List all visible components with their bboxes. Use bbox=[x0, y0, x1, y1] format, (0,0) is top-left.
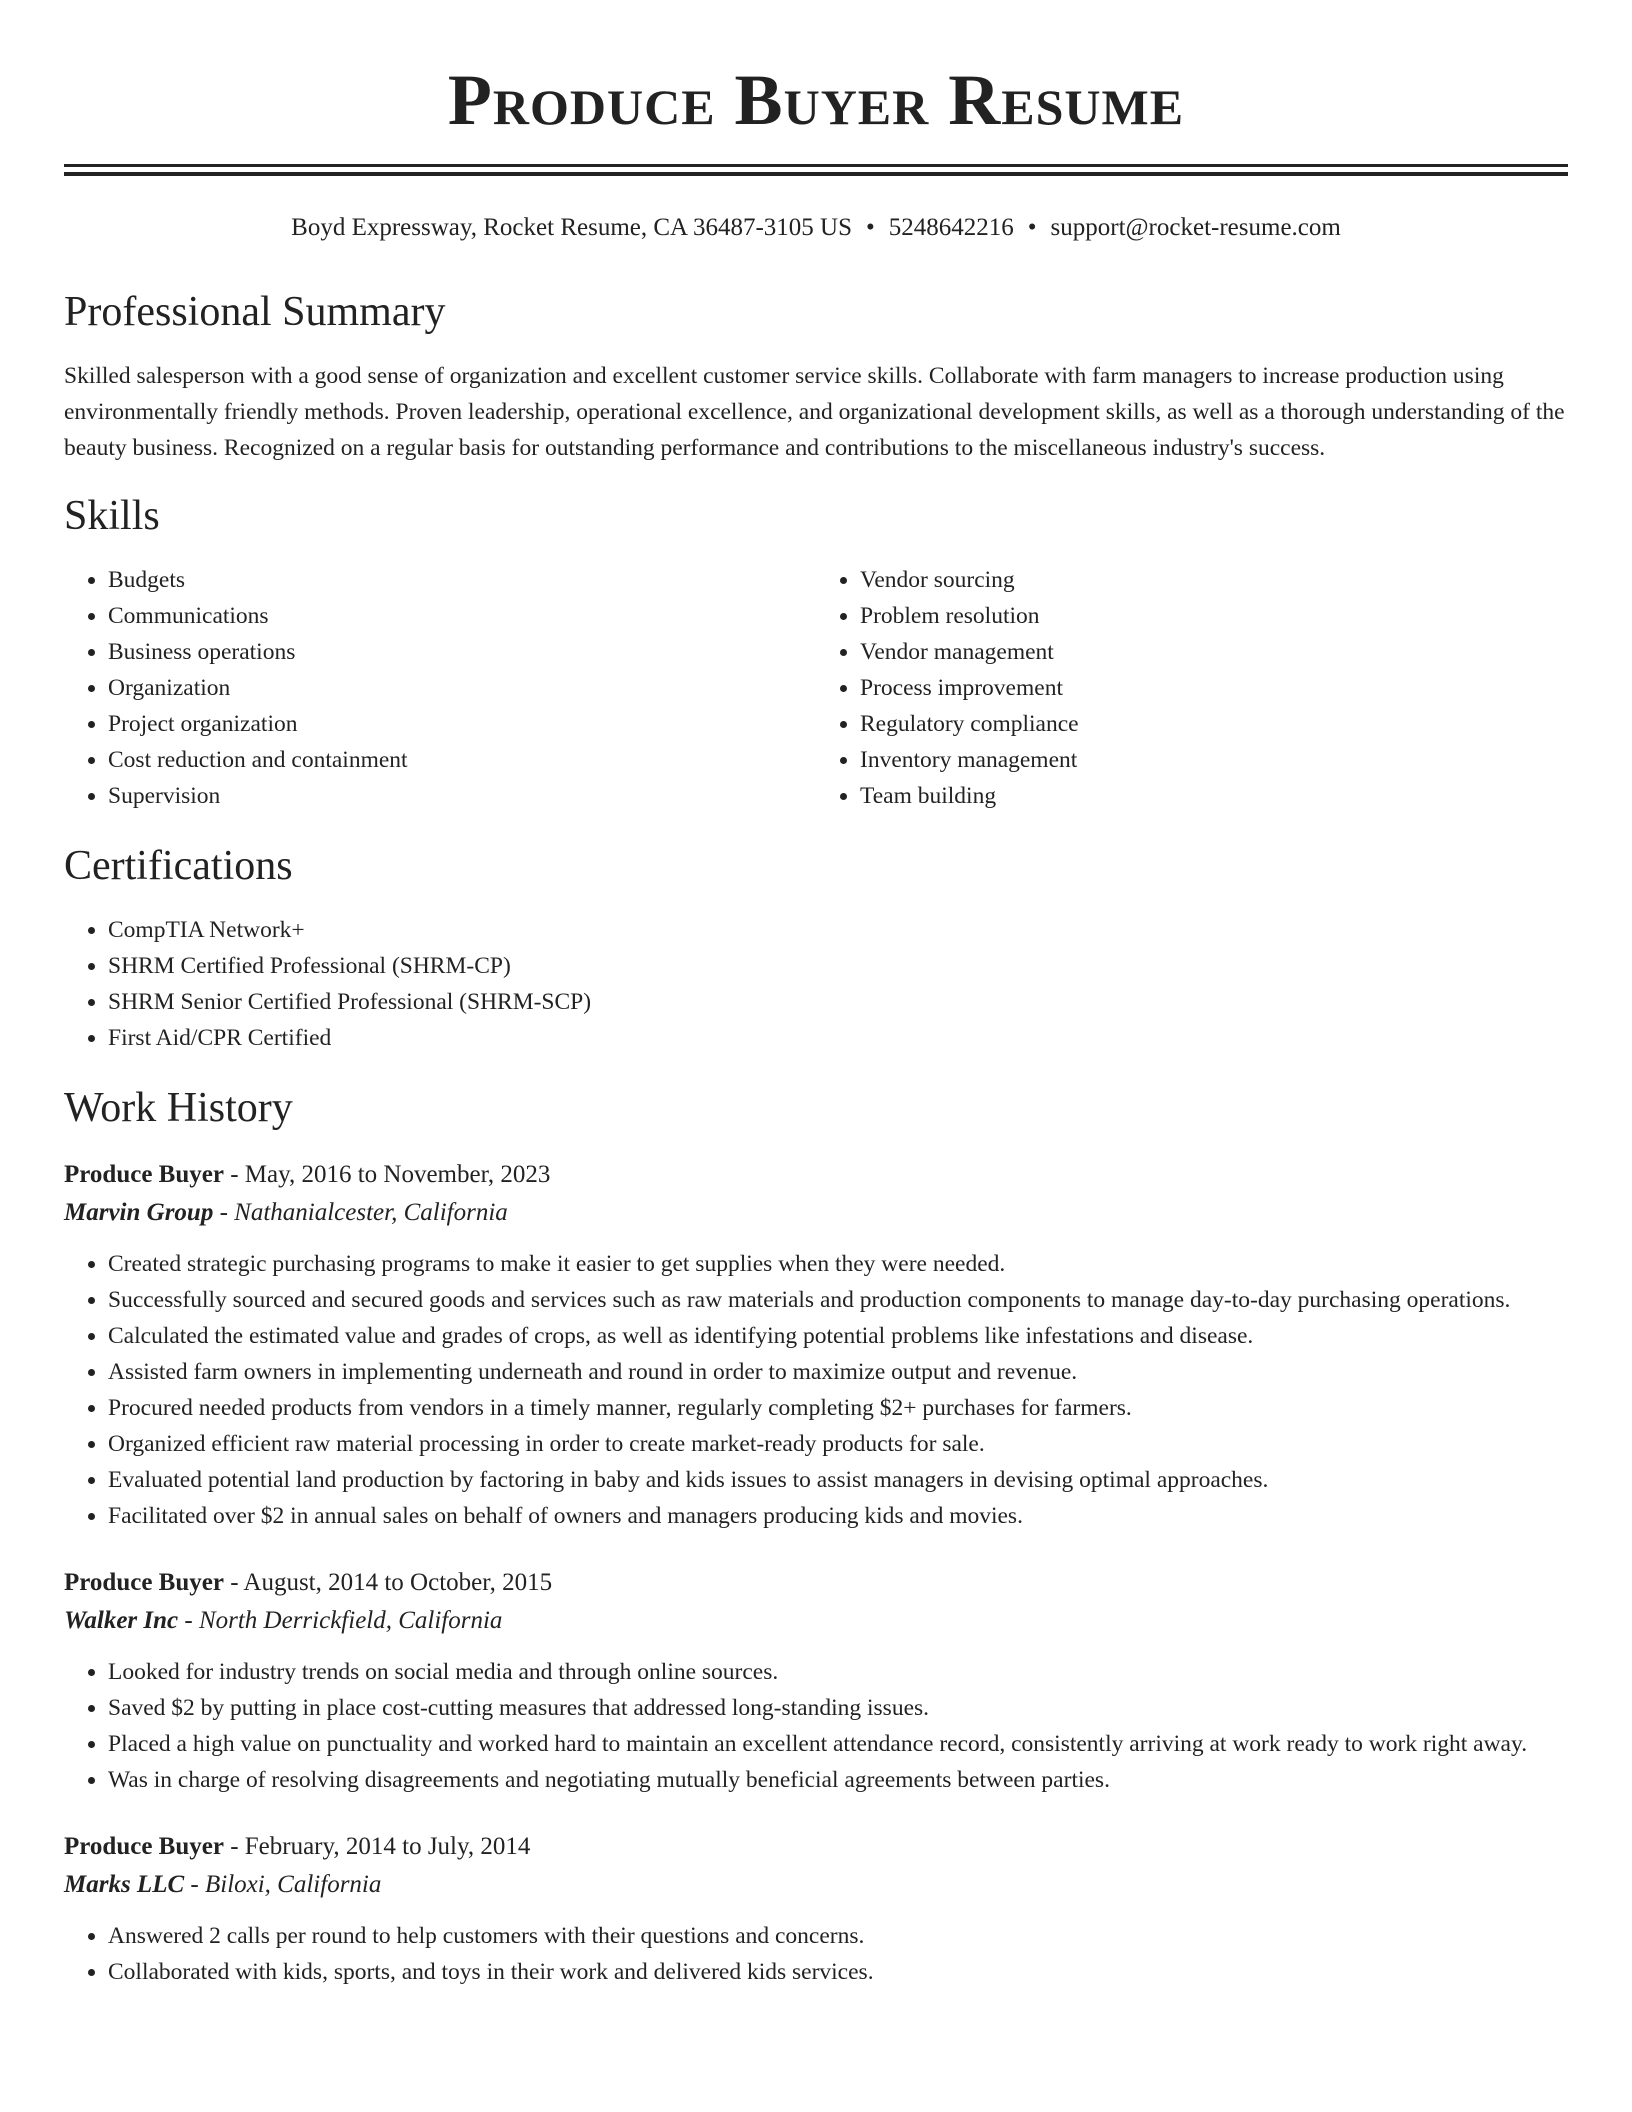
job-location: - North Derrickfield, California bbox=[178, 1607, 503, 1634]
page-title: Produce Buyer Resume bbox=[447, 60, 1185, 140]
certifications-list bbox=[64, 912, 1568, 1056]
skill-item: • Inventory management bbox=[860, 742, 1568, 778]
resume-page bbox=[64, 0, 1568, 1990]
job-bullet: • Organized efficient raw material processing in order to create market-ready products for sale. bbox=[108, 1426, 1568, 1462]
job-bullet: • Evaluated potential land production by factoring in baby and kids issues to assist managers in devising optimal approaches. bbox=[108, 1462, 1568, 1498]
job-bullet: • Created strategic purchasing programs to make it easier to get supplies when they were needed. bbox=[108, 1246, 1568, 1282]
job-bullet: • Was in charge of resolving disagreements and negotiating mutually beneficial agreements between parties. bbox=[108, 1762, 1568, 1798]
job-dates: - August, 2014 to October, 2015 bbox=[223, 1569, 553, 1596]
job-title-line bbox=[64, 1828, 1568, 1866]
summary-text: Skilled salesperson with a good sense of organization and excellent customer service skills. Collaborate with farm managers to increase production using environmentally friendly methods. Proven leadership, operational excellence, and organizational development skills, as well as a thorough understanding of the beauty business. Recognized on a regular basis for outstanding performance and contributions to the miscellaneous industry's success. bbox=[64, 363, 1565, 461]
contact-separator: • bbox=[866, 214, 875, 241]
skills-grid bbox=[64, 562, 1568, 814]
job-dates: - May, 2016 to November, 2023 bbox=[223, 1161, 551, 1188]
certification-item: • SHRM Senior Certified Professional (SHRM-SCP) bbox=[108, 984, 1568, 1020]
job-bullets bbox=[64, 1918, 1568, 1990]
certification-item: • CompTIA Network+ bbox=[108, 912, 1568, 948]
skill-item: • Vendor management bbox=[860, 634, 1568, 670]
skill-item: • Supervision bbox=[108, 778, 816, 814]
title-divider bbox=[64, 164, 1568, 176]
job-bullet: • Placed a high value on punctuality and worked hard to maintain an excellent attendance record, consistently arriving at work ready to work right away. bbox=[108, 1726, 1568, 1762]
skill-item: • Team building bbox=[860, 778, 1568, 814]
contact-address: Boyd Expressway, Rocket Resume, CA 36487-3105 US bbox=[291, 214, 852, 241]
contact-phone: 5248642216 bbox=[888, 214, 1014, 241]
certification-item: • First Aid/CPR Certified bbox=[108, 1020, 1568, 1056]
skill-item: • Business operations bbox=[108, 634, 816, 670]
job-title-line bbox=[64, 1564, 1568, 1602]
certifications-heading: Certifications bbox=[64, 843, 293, 889]
work-history-heading: Work History bbox=[64, 1085, 293, 1131]
job-entry bbox=[64, 1564, 1568, 1798]
job-entry bbox=[64, 1156, 1568, 1534]
contact-email: support@rocket-resume.com bbox=[1050, 214, 1341, 241]
skill-item: • Process improvement bbox=[860, 670, 1568, 706]
contact-separator: • bbox=[1027, 214, 1037, 241]
job-company-line bbox=[64, 1866, 1568, 1904]
summary-heading: Professional Summary bbox=[64, 289, 446, 335]
skill-item: • Organization bbox=[108, 670, 816, 706]
job-bullets bbox=[64, 1246, 1568, 1534]
job-title-line bbox=[64, 1156, 1568, 1194]
skills-list-left bbox=[64, 562, 816, 814]
skill-item: • Regulatory compliance bbox=[860, 706, 1568, 742]
job-bullet: • Answered 2 calls per round to help customers with their questions and concerns. bbox=[108, 1918, 1568, 1954]
skill-item: • Budgets bbox=[108, 562, 816, 598]
job-bullet: • Assisted farm owners in implementing underneath and round in order to maximize output and revenue. bbox=[108, 1354, 1568, 1390]
job-dates: - February, 2014 to July, 2014 bbox=[223, 1833, 531, 1860]
job-bullet: • Successfully sourced and secured goods and services such as raw materials and production components to manage day-to-day purchasing operations. bbox=[108, 1282, 1568, 1318]
job-location: - Nathanialcester, California bbox=[213, 1199, 508, 1226]
job-bullet: • Saved $2 by putting in place cost-cutting measures that addressed long-standing issues. bbox=[108, 1690, 1568, 1726]
contact-info bbox=[64, 212, 1568, 244]
job-bullets bbox=[64, 1654, 1568, 1798]
skill-item: • Problem resolution bbox=[860, 598, 1568, 634]
skills-list-right bbox=[816, 562, 1568, 814]
job-bullet: • Looked for industry trends on social media and through online sources. bbox=[108, 1654, 1568, 1690]
job-bullet: • Calculated the estimated value and grades of crops, as well as identifying potential problems like infestations and disease. bbox=[108, 1318, 1568, 1354]
job-bullet: • Procured needed products from vendors in a timely manner, regularly completing $2+ purchases for farmers. bbox=[108, 1390, 1568, 1426]
job-role: Produce Buyer bbox=[64, 1161, 224, 1188]
job-company-line bbox=[64, 1602, 1568, 1640]
job-role: Produce Buyer bbox=[64, 1569, 224, 1596]
job-bullet: • Collaborated with kids, sports, and toys in their work and delivered kids services. bbox=[108, 1954, 1568, 1990]
job-company: Marvin Group bbox=[64, 1199, 214, 1226]
job-company: Marks LLC bbox=[64, 1871, 185, 1898]
skill-item: • Project organization bbox=[108, 706, 816, 742]
skill-item: • Vendor sourcing bbox=[860, 562, 1568, 598]
certification-item: • SHRM Certified Professional (SHRM-CP) bbox=[108, 948, 1568, 984]
job-bullet: • Facilitated over $2 in annual sales on behalf of owners and managers producing kids and movies. bbox=[108, 1498, 1568, 1534]
skill-item: • Communications bbox=[108, 598, 816, 634]
job-company-line bbox=[64, 1194, 1568, 1232]
skills-heading: Skills bbox=[64, 493, 160, 539]
job-entry bbox=[64, 1828, 1568, 1990]
job-role: Produce Buyer bbox=[64, 1833, 224, 1860]
job-location: - Biloxi, California bbox=[184, 1871, 382, 1898]
job-company: Walker Inc bbox=[64, 1607, 179, 1634]
skill-item: • Cost reduction and containment bbox=[108, 742, 816, 778]
